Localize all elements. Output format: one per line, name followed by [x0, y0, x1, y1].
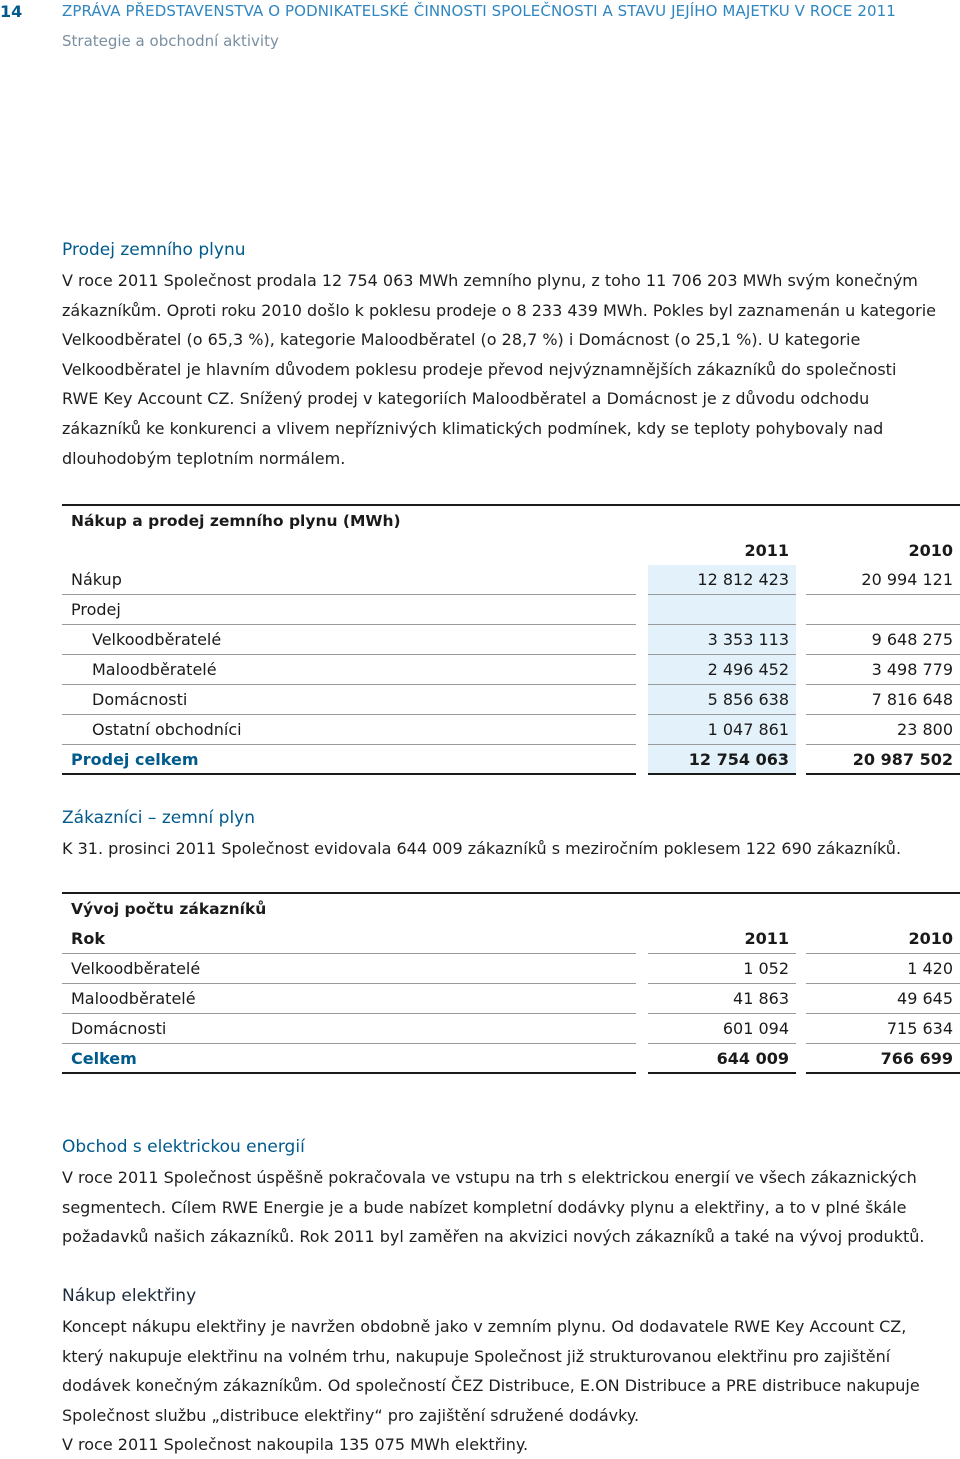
text-line: zákazníků ke konkurenci a vlivem nepříznivých klimatických podmínek, kdy se teploty pohybovaly nad: [62, 418, 884, 438]
page-number: 14: [0, 2, 23, 21]
text-line: K 31. prosinci 2011 Společnost evidovala 644 009 zákazníků s meziročním poklesem 122 690 zákazníků.: [62, 839, 902, 858]
row-value-2011: 601 094: [722, 1019, 789, 1038]
section-heading-customers: Zákazníci – zemní plyn: [62, 808, 256, 828]
table-row: [62, 715, 960, 745]
table-top-rule: [62, 504, 960, 506]
text-line: Koncept nákupu elektřiny je navržen obdobně jako v zemním plynu. Od dodavatele RWE Key Account CZ,: [62, 1317, 907, 1336]
paragraph-electricity-purchase: [62, 1312, 960, 1459]
table-row: [62, 984, 960, 1014]
row-value-2011: 3 353 113: [707, 630, 789, 649]
row-label: Rok: [71, 929, 105, 948]
row-value-2011: 644 009: [716, 1049, 789, 1068]
row-value-2010: 20 987 502: [852, 750, 953, 769]
row-label: Ostatní obchodníci: [92, 720, 242, 739]
row-label-total: Celkem: [71, 1049, 137, 1068]
table-row: [62, 565, 960, 595]
row-label: Domácnosti: [71, 1019, 167, 1038]
row-value-2010: 9 648 275: [871, 630, 953, 649]
row-value-2010: 715 634: [886, 1019, 953, 1038]
row-value-2011: 2 496 452: [707, 660, 789, 679]
paragraph-customers: [62, 834, 960, 864]
text-line: dodávek konečným zákazníkům. Od společností ČEZ Distribuce, E.ON Distribuce a PRE distribuce nakupuje: [62, 1376, 920, 1396]
table-row: [62, 595, 960, 625]
table-caption: Vývoj počtu zákazníků: [71, 900, 267, 918]
table-row: [62, 685, 960, 715]
table-top-rule: [62, 892, 960, 894]
text-line: V roce 2011 Společnost prodala 12 754 063 MWh zemního plynu, z toho 11 706 203 MWh svým konečným: [62, 271, 918, 290]
column-header-2011: 2011: [744, 541, 789, 560]
row-label: Nákup: [71, 570, 122, 589]
section-heading-electricity-purchase: Nákup elektřiny: [62, 1286, 197, 1306]
running-head-subtitle: Strategie a obchodní aktivity: [62, 32, 279, 50]
row-label: Domácnosti: [92, 690, 188, 709]
row-label: Maloodběratelé: [92, 660, 217, 679]
text-line: Velkoodběratel je hlavním důvodem poklesu prodeje převod nejvýznamnějších zákazníků do společnosti: [62, 359, 897, 379]
text-line: segmentech. Cílem RWE Energie je a bude nabízet kompletní dodávky plynu a elektřiny, a to v plné škále: [62, 1197, 907, 1217]
row-value-2010: 20 994 121: [861, 570, 953, 589]
text-line: Velkoodběratel (o 65,3 %), kategorie Maloodběratel (o 28,7 %) i Domácnost (o 25,1 %). U kategorie: [62, 330, 861, 350]
row-value-2011: 5 856 638: [707, 690, 789, 709]
table-row: [62, 625, 960, 655]
paragraph-gas-sales: [62, 266, 960, 473]
table-row-total: [62, 1044, 960, 1074]
text-line: V roce 2011 Společnost úspěšně pokračovala ve vstupu na trh s elektrickou energií ve všech zákaznických: [62, 1168, 917, 1187]
text-line: zákazníkům. Oproti roku 2010 došlo k poklesu prodeje o 8 233 439 MWh. Pokles byl zaznamenán u kategorie: [62, 300, 937, 320]
row-value-2011: 1 052: [743, 959, 789, 978]
row-value-2011: 41 863: [733, 989, 789, 1008]
row-value-2011: 12 812 423: [697, 570, 789, 589]
table-header-row: [62, 924, 960, 954]
text-line: Společnost službu „distribuce elektřiny“ pro zajištění sdružené dodávky.: [62, 1405, 640, 1425]
row-value-2010: 766 699: [880, 1049, 953, 1068]
column-header-2011: 2011: [744, 929, 789, 948]
row-value-2011: 12 754 063: [688, 750, 789, 769]
row-value-2010: 7 816 648: [871, 690, 953, 709]
text-line: V roce 2011 Společnost nakoupila 135 075 MWh elektřiny.: [62, 1435, 529, 1455]
row-label: Maloodběratelé: [71, 989, 196, 1008]
row-label: Prodej: [71, 600, 121, 619]
running-head-title: ZPRÁVA PŘEDSTAVENSTVA O PODNIKATELSKÉ ČINNOSTI SPOLEČNOSTI A STAVU JEJÍHO MAJETKU V ROCE 2011: [62, 2, 896, 20]
table-row: [62, 954, 960, 984]
table-row: [62, 655, 960, 685]
text-line: který nakupuje elektřinu na volném trhu, nakupuje Společnost již strukturovanou elektřinu pro zajištění: [62, 1346, 891, 1366]
row-value-2011: 1 047 861: [707, 720, 789, 739]
text-line: dlouhodobým teplotním normálem.: [62, 448, 346, 468]
row-label-total: Prodej celkem: [71, 750, 199, 769]
section-heading-electricity-trade: Obchod s elektrickou energií: [62, 1137, 305, 1157]
section-heading-gas-sales: Prodej zemního plynu: [62, 240, 246, 260]
row-value-2010: 23 800: [897, 720, 953, 739]
column-header-2010: 2010: [908, 541, 953, 560]
row-value-2010: 1 420: [907, 959, 953, 978]
row-value-2010: 49 645: [897, 989, 953, 1008]
text-line: RWE Key Account CZ. Snížený prodej v kategoriích Maloodběratel a Domácnost je z důvodu odchodu: [62, 389, 870, 409]
row-label: Velkoodběratelé: [71, 959, 201, 978]
row-label: Velkoodběratelé: [92, 630, 222, 649]
table-caption: Nákup a prodej zemního plynu (MWh): [71, 512, 401, 530]
row-value-2010: 3 498 779: [871, 660, 953, 679]
text-line: požadavků našich zákazníků. Rok 2011 byl zaměřen na akvizici nových zákazníků a také na vývoj produktů.: [62, 1227, 925, 1247]
column-header-2010: 2010: [908, 929, 953, 948]
table-row-total: [62, 745, 960, 775]
table-row: [62, 1014, 960, 1044]
paragraph-electricity-trade: [62, 1163, 960, 1252]
